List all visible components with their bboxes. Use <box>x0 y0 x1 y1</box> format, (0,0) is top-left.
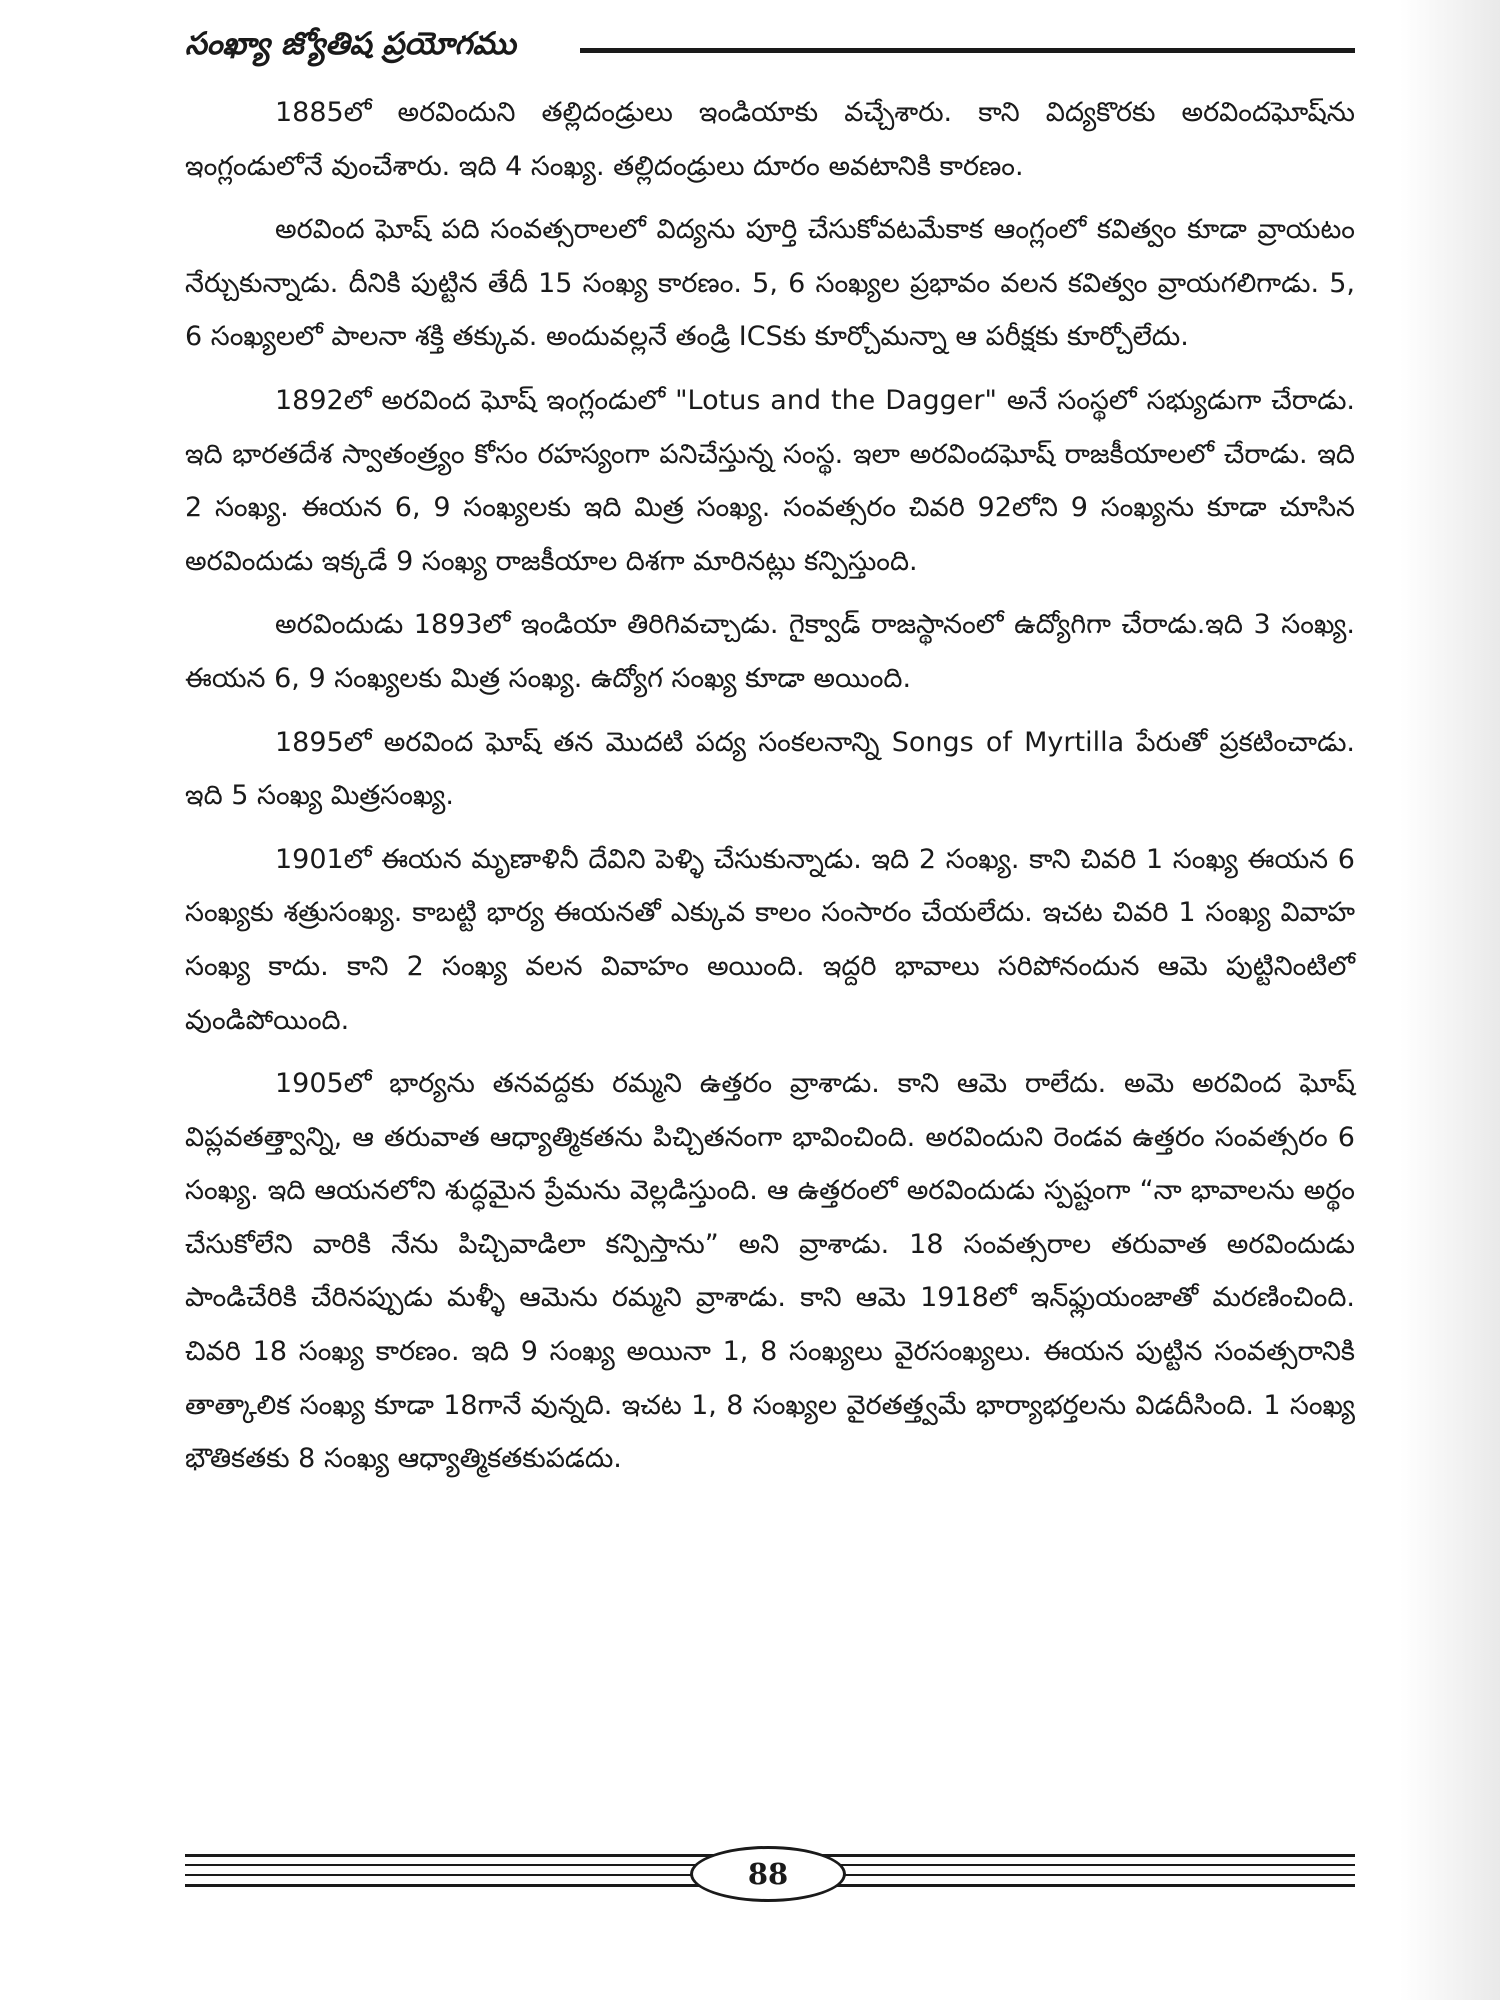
page-footer <box>185 1848 1355 1908</box>
paragraph-1905: 1905లో భార్యను తనవద్దకు రమ్మని ఉత్తరం వ్రాశాడు. కాని ఆమె రాలేదు. అమె అరవింద ఘోష్ విప్లవతత్త్వాన్ని, ఆ తరువాత ఆధ్యాత్మికతను పిచ్చితనంగా భావించింది. అరవిందుని రెండవ ఉత్తరం సంవత్సరం 6 సంఖ్య. ఇది ఆయనలోని శుద్ధమైన ప్రేమను వెల్లడిస్తుంది. ఆ ఉత్తరంలో అరవిందుడు స్పష్టంగా “నా భావాలను అర్థం చేసుకోలేని వారికి నేను పిచ్చివాడిలా కన్పిస్తాను” అని వ్రాశాడు. 18 సంవత్సరాల తరువాత అరవిందుడు పాండిచేరికి చేరినప్పుడు మళ్ళీ ఆమెను రమ్మని వ్రాశాడు. కాని ఆమె 1918లో ఇన్‌ఫ్లుయంజాతో మరణించింది. చివరి 18 సంఖ్య కారణం. ఇది 9 సంఖ్య అయినా 1, 8 సంఖ్యలు వైరసంఖ్యలు. ఈయన పుట్టిన సంవత్సరానికి తాత్కాలిక సంఖ్య కూడా 18గానే వున్నది. ఇచట 1, 8 సంఖ్యల వైరతత్త్వమే భార్యాభర్తలను విడదీసింది. 1 సంఖ్య భౌతికతకు 8 సంఖ్య ఆధ్యాత్మికతకుపడదు. <box>185 1068 1355 1475</box>
paragraph-1893: అరవిందుడు 1893లో ఇండియా తిరిగివచ్చాడు. గైక్వాడ్ రాజస్థానంలో ఉద్యోగిగా చేరాడు.ఇది 3 సంఖ్య. ఈయన 6, 9 సంఖ్యలకు మిత్ర సంఖ్య. ఉద్యోగ సంఖ్య కూడా అయింది. <box>185 609 1355 694</box>
paragraph-poetry: అరవింద ఘోష్ పది సంవత్సరాలలో విద్యను పూర్తి చేసుకోవటమేకాక ఆంగ్లంలో కవిత్వం కూడా వ్రాయటం నేర్చుకున్నాడు. దీనికి పుట్టిన తేదీ 15 సంఖ్య కారణం. 5, 6 సంఖ్యల ప్రభావం వలన కవిత్వం వ్రాయగలిగాడు. 5, 6 సంఖ్యలలో పాలనా శక్తి తక్కువ. అందువల్లనే తండ్రి ICSకు కూర్చోమన్నా ఆ పరీక్షకు కూర్చోలేదు. <box>185 214 1355 353</box>
page-edge-shadow <box>1400 0 1500 2000</box>
paragraph-1892: 1892లో అరవింద ఘోష్ ఇంగ్లండులో "Lotus and the Dagger" అనే సంస్థలో సభ్యుడుగా చేరాడు. ఇది భారతదేశ స్వాతంత్ర్యం కోసం రహస్యంగా పనిచేస్తున్న సంస్థ. ఇలా అరవిందఘోష్ రాజకీయాలలో చేరాడు. ఇది 2 సంఖ్య. ఈయన 6, 9 సంఖ్యలకు ఇది మిత్ర సంఖ్య. సంవత్సరం చివరి 92లోని 9 సంఖ్యను కూడా చూసిన అరవిందుడు ఇక్కడే 9 సంఖ్య రాజకీయాల దిశగా మారినట్లు కన్పిస్తుంది. <box>185 384 1355 577</box>
page-number: 88 <box>690 1846 846 1902</box>
paragraph-1901: 1901లో ఈయన మృణాళినీ దేవిని పెళ్ళి చేసుకున్నాడు. ఇది 2 సంఖ్య. కాని చివరి 1 సంఖ్య ఈయన 6 సంఖ్యకు శత్రుసంఖ్య. కాబట్టి భార్య ఈయనతో ఎక్కువ కాలం సంసారం చేయలేదు. ఇచట చివరి 1 సంఖ్య వివాహ సంఖ్య కాదు. కాని 2 సంఖ్య వలన వివాహం అయింది. ఇద్దరి భావాలు సరిపోనందున ఆమె పుట్టినింటిలో వుండిపోయింది. <box>185 843 1355 1036</box>
running-title: సంఖ్యా జ్యోతిష ప్రయోగము <box>185 26 516 62</box>
running-header <box>185 22 1355 82</box>
paragraph-1895: 1895లో అరవింద ఘోష్ తన మొదటి పద్య సంకలనాన్ని Songs of Myrtilla పేరుతో ప్రకటించాడు. ఇది 5 సంఖ్య మిత్రసంఖ్య. <box>185 726 1355 812</box>
body-text <box>185 86 1355 1496</box>
paragraph-1885: 1885లో అరవిందుని తల్లిదండ్రులు ఇండియాకు వచ్చేశారు. కాని విద్యకొరకు అరవిందఘోష్‌ను ఇంగ్లండులోనే వుంచేశారు. ఇది 4 సంఖ్య. తల్లిదండ్రులు దూరం అవటానికి కారణం. <box>185 97 1355 182</box>
header-rule <box>580 48 1355 53</box>
